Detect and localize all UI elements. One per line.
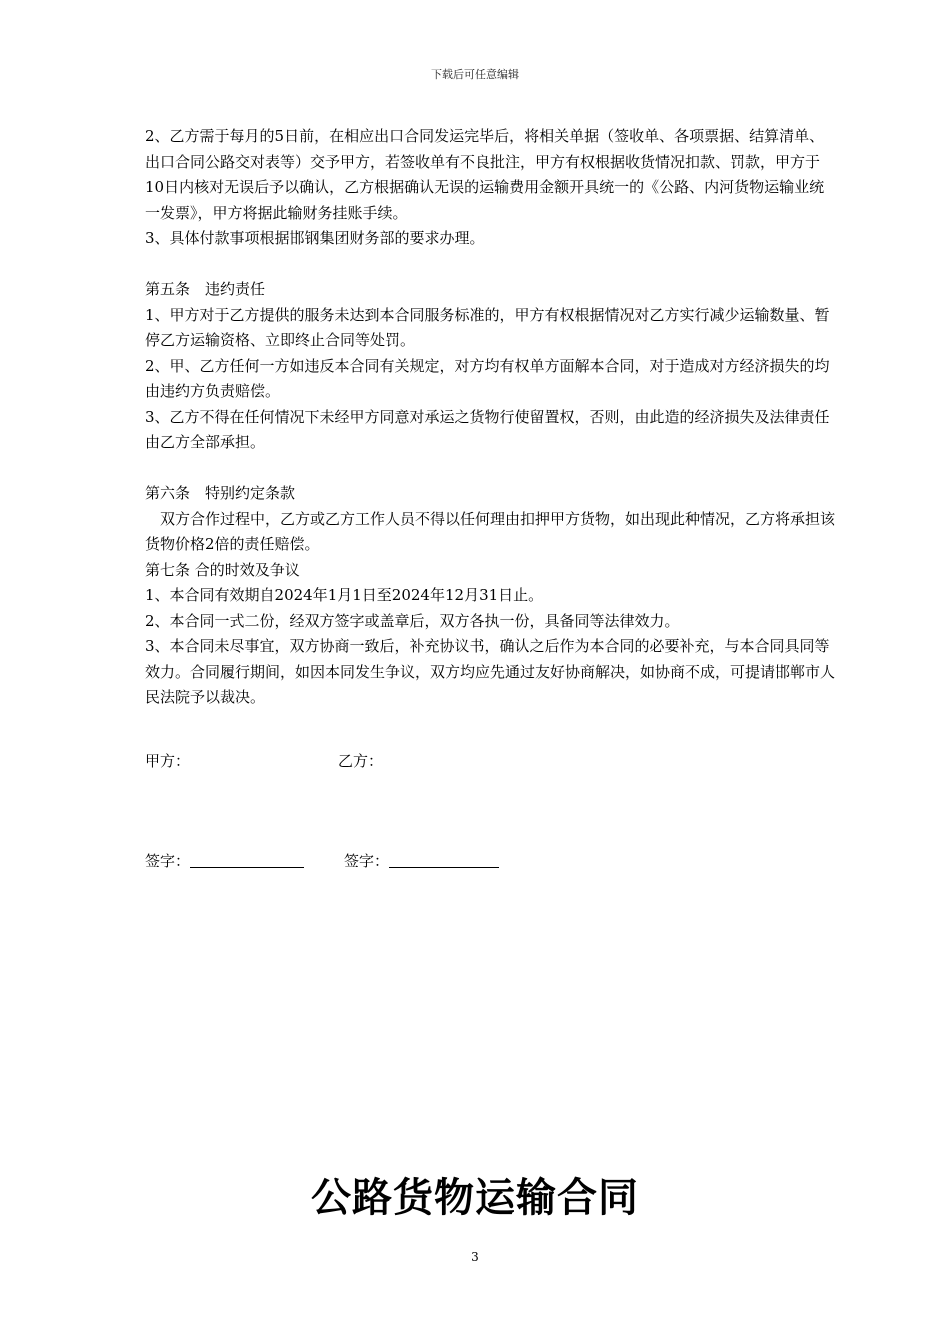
next-document-title: 公路货物运输合同 xyxy=(311,1174,639,1221)
party-a-label: 甲方： xyxy=(145,752,191,770)
paragraph-payment-2: 2、乙方需于每月的5日前，在相应出口合同发运完毕后，将相关单据（签收单、各项票据、结算清单、出口合同公路交对表等）交予甲方，若签收单有不良批注，甲方有权根据收货情况扣款、罚款，甲方于10日内核对无误后予以确认，乙方根据确认无误的运输费用金额开具统一的《公路、内河货物运输业统一发票》，甲方将据此输财务挂账手续。 xyxy=(145,127,825,222)
page-header: 下载后可任意编辑 xyxy=(431,68,519,81)
paragraph-breach-2: 2、甲、乙方任何一方如违反本合同有关规定，对方均有权单方面解本合同，对于造成对方经济损失的均由违约方负责赔偿。 xyxy=(145,356,830,400)
signature-b-line xyxy=(389,851,499,868)
section-heading-6: 第六条 特别约定条款 xyxy=(145,484,296,502)
section-heading-5: 第五条 违约责任 xyxy=(145,280,266,298)
paragraph-validity-3: 3、本合同未尽事宜，双方协商一致后，补充协议书，确认之后作为本合同的必要补充，与本合同具同等效力。合同履行期间，如因本同发生争议，双方均应先通过友好协商解决，如协商不成，可提请邯郸市人民法院予以裁决。 xyxy=(145,637,836,706)
signature-a-label: 签字： xyxy=(145,852,191,870)
parties-row xyxy=(145,750,383,771)
blank-line xyxy=(145,252,835,278)
party-b-label: 乙方： xyxy=(338,752,384,770)
paragraph-payment-3: 3、具体付款事项根据邯钢集团财务部的要求办理。 xyxy=(145,229,485,247)
blank-line xyxy=(145,456,835,482)
signature-a-line xyxy=(190,851,304,868)
section-heading-7: 第七条 合的时效及争议 xyxy=(145,560,300,579)
paragraph-breach-1: 1、甲方对于乙方提供的服务未达到本合同服务标准的，甲方有权根据情况对乙方实行减少运输数量、暂停乙方运输资格、立即终止合同等处罚。 xyxy=(145,305,830,349)
contract-body xyxy=(145,124,835,711)
page-number: 3 xyxy=(471,1250,479,1264)
paragraph-breach-3: 3、乙方不得在任何情况下未经甲方同意对承运之货物行使留置权，否则，由此造的经济损失及法律责任由乙方全部承担。 xyxy=(145,407,830,451)
paragraph-special-terms: 双方合作过程中，乙方或乙方工作人员不得以任何理由扣押甲方货物，如出现此种情况，乙方将承担该货物价格2倍的责任赔偿。 xyxy=(145,509,836,553)
paragraph-validity-1: 1、本合同有效期自2024年1月1日至2024年12月31日止。 xyxy=(145,586,544,604)
signature-row xyxy=(145,850,499,871)
signature-b-label: 签字： xyxy=(344,852,390,870)
paragraph-validity-2: 2、本合同一式二份，经双方签字或盖章后，双方各执一份，具备同等法律效力。 xyxy=(145,611,680,630)
